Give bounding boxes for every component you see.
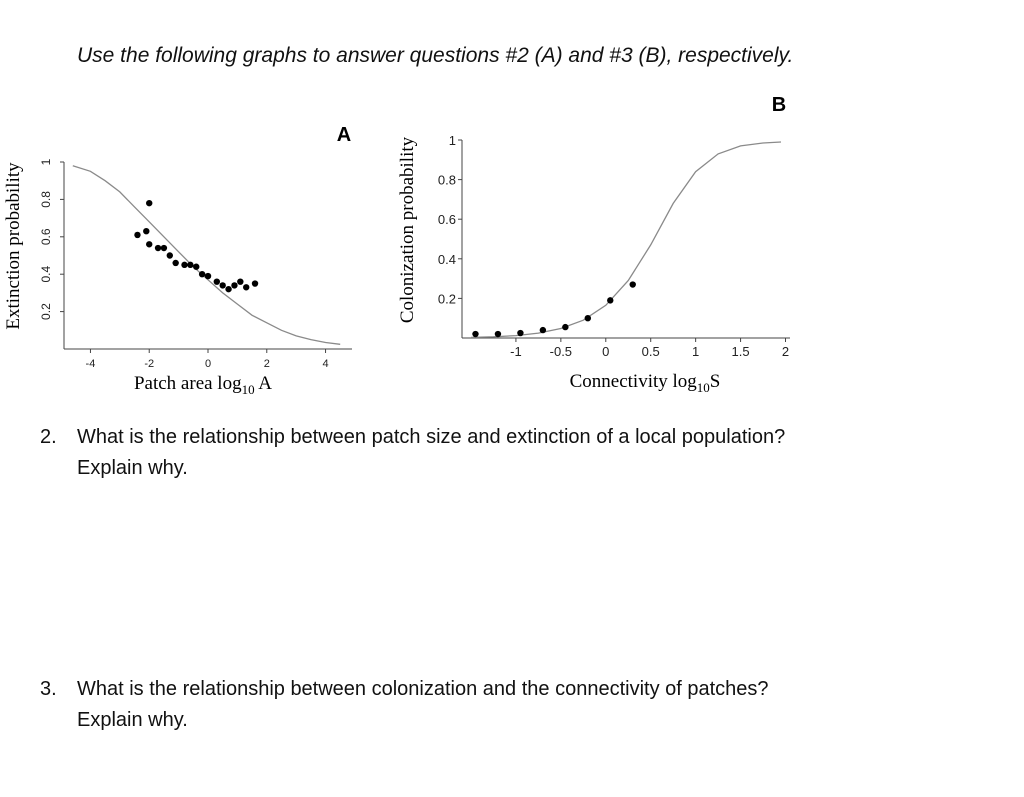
panel-b-x-tick-label: 2	[781, 344, 790, 359]
panel-a-y-tick-label: 0.2	[39, 303, 53, 320]
panel-b-y-tick-label: 0.2	[437, 291, 456, 307]
question-2-prompt: Explain why.	[77, 457, 188, 479]
question-2-number: 2.	[40, 426, 57, 448]
panel-b-xlabel-sub: 10	[696, 380, 710, 395]
question-3-prompt: Explain why.	[77, 709, 188, 731]
panel-a-x-tick-label: 2	[263, 358, 270, 370]
panel-b-y-tick-label: 0.8	[437, 172, 456, 188]
panel-b-data-point	[540, 327, 546, 333]
panel-b-fit-curve	[471, 142, 781, 337]
question-2-text: What is the relationship between patch size and extinction of a local population?	[77, 426, 786, 448]
panel-a-data-point	[155, 245, 161, 251]
panel-a-xlabel-main: Patch area log	[133, 373, 242, 394]
panel-b-y-tick-label: 0.4	[437, 251, 456, 267]
panel-a-x-tick-label: -2	[144, 358, 155, 370]
panel-b-x-tick-label: 1.5	[731, 344, 750, 359]
panel-a-label: A	[336, 124, 352, 146]
panel-a-data-point	[205, 273, 211, 279]
panel-b-x-tick-label: -1	[510, 344, 522, 359]
panel-b-data-point	[585, 315, 591, 321]
panel-b-data-point	[517, 330, 523, 336]
panel-a-x-tick-label: 4	[322, 358, 329, 370]
panel-a-data-point	[161, 245, 167, 251]
panel-b-label: B	[771, 94, 787, 116]
panel-a-data-point	[225, 286, 231, 292]
panel-a-y-tick-label: 0.6	[39, 228, 53, 246]
panel-b-data-point	[607, 297, 613, 303]
panel-b-ylabel: Colonization probability	[397, 136, 418, 324]
panel-a-plot	[39, 158, 352, 370]
panel-a-xlabel	[134, 373, 272, 397]
panel-b-x-tick-label: 0	[602, 344, 610, 359]
panel-b-data-point	[472, 331, 478, 337]
panel-a-data-point	[187, 262, 193, 268]
panel-a-data-point	[143, 228, 149, 234]
panel-a-xlabel-sub: 10	[241, 382, 255, 397]
panel-a-data-point	[214, 278, 220, 284]
panel-a-data-point	[237, 278, 243, 284]
panel-b-data-point	[630, 281, 636, 287]
panel-b-x-tick-label: 0.5	[641, 344, 660, 359]
question-3-text: What is the relationship between colonization and the connectivity of patches?	[77, 678, 769, 700]
panel-a-data-point	[167, 252, 173, 258]
panel-b-x-tick-label: 1	[692, 344, 700, 359]
panel-a-data-point	[181, 262, 187, 268]
instructions-text: Use the following graphs to answer questions #2 (A) and #3 (B), respectively.	[77, 44, 794, 67]
panel-a-y-tick-label: 1	[39, 158, 53, 166]
panel-a-data-point	[231, 282, 237, 288]
panel-a-y-tick-label: 0.4	[39, 265, 53, 283]
panel-a-data-point	[146, 200, 152, 206]
panel-a-data-point	[134, 232, 140, 238]
panel-a-fit-curve	[73, 166, 340, 345]
panel-a-x-tick-label: 0	[204, 358, 212, 370]
panel-a-data-point	[146, 241, 152, 247]
panel-b-y-tick-label: 0.6	[437, 212, 456, 228]
panel-b-y-tick-label: 1	[448, 133, 456, 148]
panel-b-xlabel	[570, 371, 721, 395]
question-2	[40, 422, 1000, 484]
panel-a-data-point	[252, 280, 258, 286]
panel-b-x-tick-label: -0.5	[549, 344, 573, 359]
panel-a-data-point	[172, 260, 178, 266]
panel-a-xlabel-end: A	[254, 373, 273, 394]
figure-panels	[0, 90, 1024, 400]
panel-b-plot	[438, 133, 790, 359]
panel-a-data-point	[199, 271, 205, 277]
panel-a-ylabel: Extinction probability	[3, 162, 24, 330]
panel-b-data-point	[562, 324, 568, 330]
panel-b-xlabel-main: Connectivity log	[569, 371, 697, 392]
panel-a-x-tick-label: -4	[85, 358, 96, 370]
panel-a-data-point	[243, 284, 249, 290]
panel-a-data-point	[193, 264, 199, 270]
question-3	[40, 674, 1000, 736]
question-3-number: 3.	[40, 678, 57, 700]
panel-a-data-point	[219, 282, 225, 288]
panel-b-data-point	[495, 331, 501, 337]
panel-a-y-tick-label: 0.8	[39, 191, 53, 208]
panel-b-xlabel-end: S	[709, 371, 721, 392]
